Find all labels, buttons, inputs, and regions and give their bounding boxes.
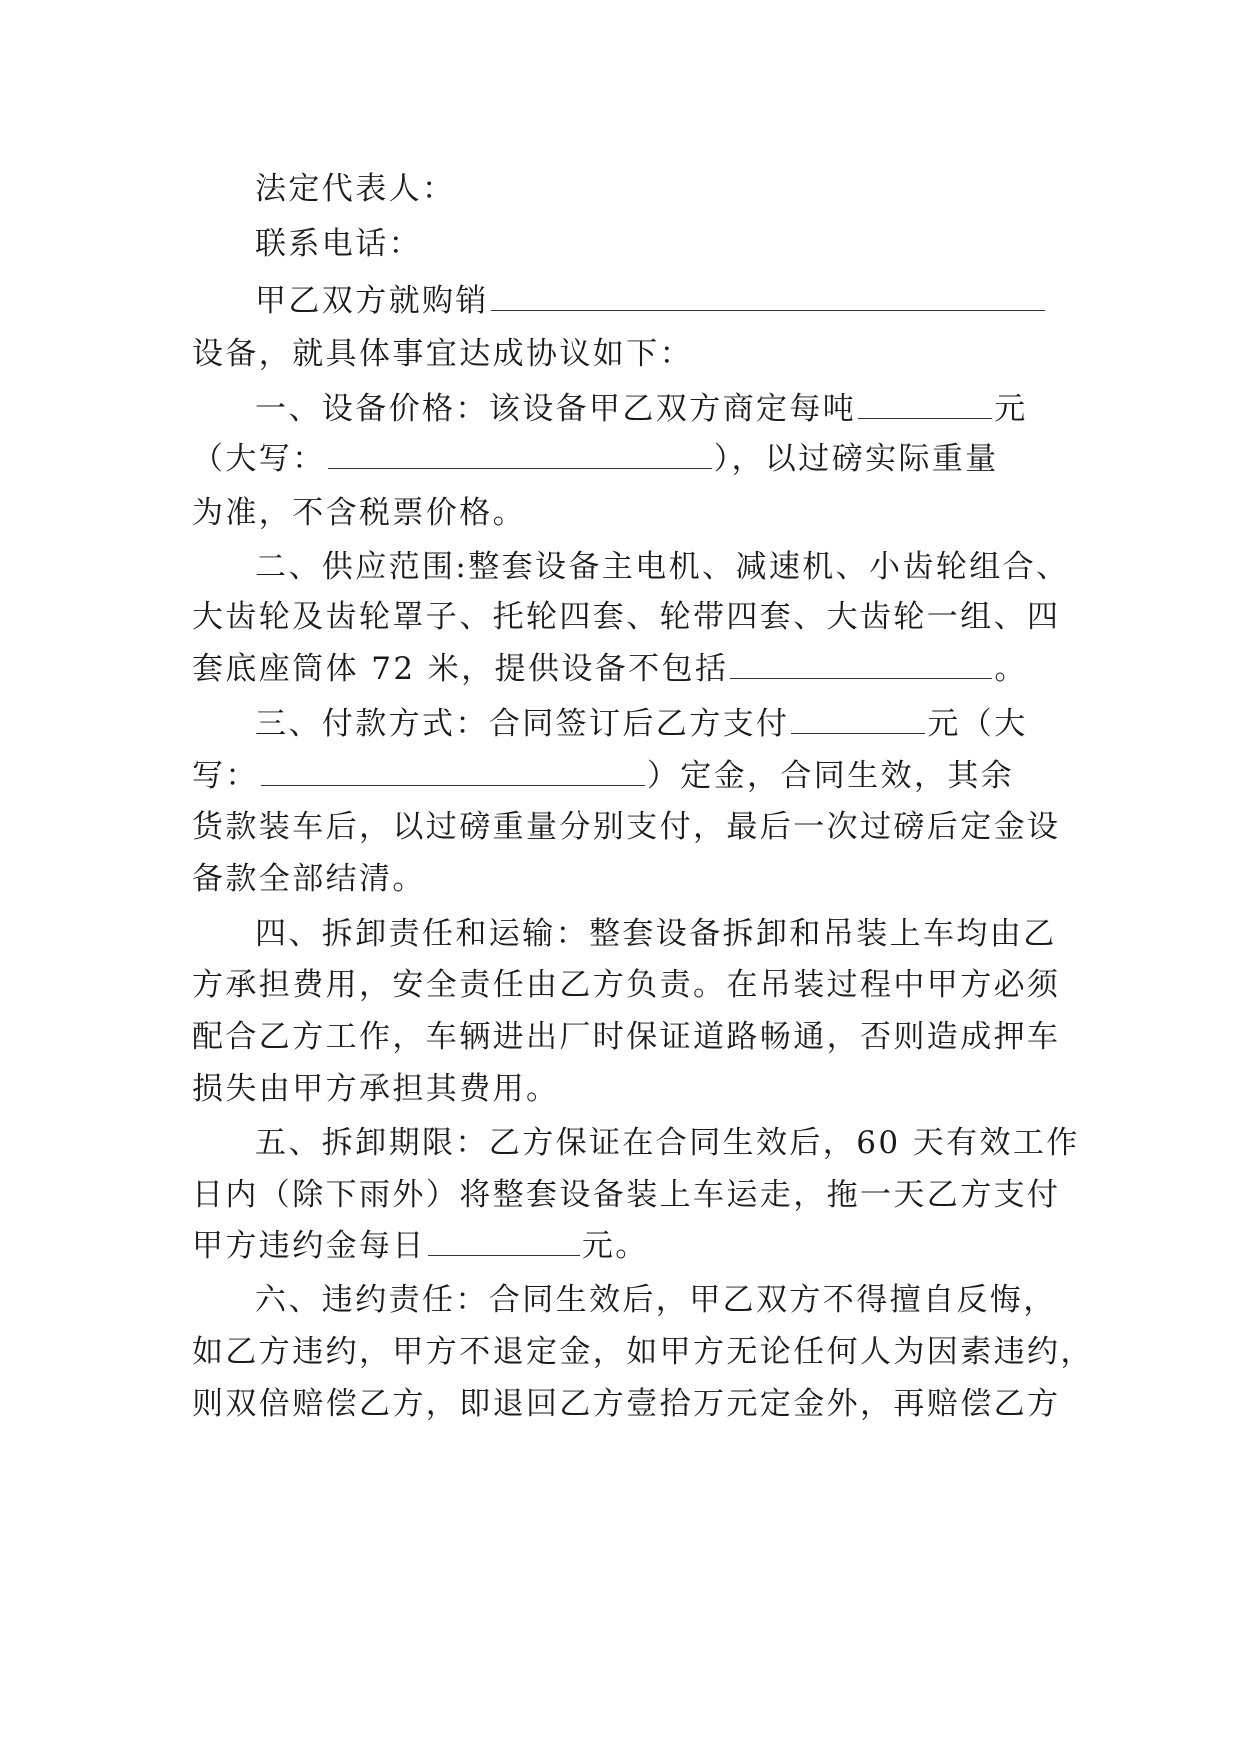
text-segment: 二、供应范围:整套设备主电机、减速机、小齿轮组合、 [255, 549, 1070, 585]
text-segment: （大写： [192, 441, 326, 477]
paragraph-line [192, 956, 1061, 1014]
paragraph-line [192, 325, 1052, 383]
fill-in-blank [428, 1221, 580, 1256]
paragraph-line [192, 1060, 1052, 1118]
clause-5-line [192, 1114, 1115, 1172]
paragraph-line [192, 272, 1115, 330]
text-segment: 。 [994, 651, 1028, 687]
text-segment: 设备，就具体事宜达成协议如下： [192, 336, 693, 372]
clause-6-line [192, 1271, 1115, 1329]
text-segment: 方承担费用，安全责任由乙方负责。在吊装过程中甲方必须 [192, 967, 1061, 1003]
text-segment: 四、拆卸责任和运输：整套设备拆卸和吊装上车均由乙 [255, 916, 1057, 952]
text-segment: 元。 [581, 1228, 649, 1264]
text-segment: 配合乙方工作，车辆进出厂时保证道路畅通，否则造成押车 [192, 1019, 1061, 1055]
fill-in-blank [730, 644, 992, 679]
clause-3-line [192, 695, 1115, 753]
paragraph-line [192, 850, 1052, 908]
paragraph-line [192, 1217, 1052, 1275]
fill-in-blank [261, 751, 645, 786]
text-segment: 货款装车后，以过磅重量分别支付，最后一次过磅后定金设 [192, 809, 1061, 845]
paragraph-line [192, 798, 1061, 856]
text-segment: 为准，不含税票价格。 [192, 495, 526, 531]
text-segment: 损失由甲方承担其费用。 [192, 1071, 560, 1107]
text-segment: 元 [994, 391, 1028, 427]
text-segment: 备款全部结清。 [192, 861, 426, 897]
text-segment: 五、拆卸期限：乙方保证在合同生效后，60 天有效工作 [255, 1125, 1080, 1161]
fill-in-blank [328, 434, 712, 469]
legal-representative-line [192, 160, 1115, 218]
fill-in-blank [791, 699, 925, 734]
text-segment: 一、设备价格：该设备甲乙双方商定每吨 [255, 391, 857, 427]
fill-in-blank [858, 384, 992, 419]
text-segment: 甲方违约金每日 [192, 1228, 426, 1264]
paragraph-line [192, 484, 1052, 542]
paragraph-line [192, 1008, 1061, 1066]
fill-in-blank [491, 276, 1045, 311]
text-segment: 套底座筒体 72 米，提供设备不包括 [192, 651, 729, 687]
text-segment: 日内（除下雨外）将整套设备装上车运走，拖一天乙方支付 [192, 1177, 1061, 1213]
paragraph-line [192, 588, 1061, 646]
paragraph-line [192, 1375, 1061, 1433]
paragraph-line [192, 640, 1052, 698]
contact-phone-line [192, 215, 1115, 273]
text-segment: 写： [192, 758, 259, 794]
text-segment: 大齿轮及齿轮罩子、托轮四套、轮带四套、大齿轮一组、四 [192, 599, 1061, 635]
text-segment: 如乙方违约，甲方不退定金，如甲方无论任何人为因素违约， [192, 1334, 1094, 1370]
text-segment: 六、违约责任：合同生效后，甲乙双方不得擅自反悔， [255, 1282, 1057, 1318]
text-segment: 元（大 [927, 706, 1028, 742]
clause-4-line [192, 905, 1115, 963]
paragraph-line [192, 1323, 1094, 1381]
text-segment: 三、付款方式：合同签订后乙方支付 [255, 706, 790, 742]
text-segment: 法定代表人： [255, 171, 456, 207]
text-segment: ）定金，合同生效，其余 [646, 758, 1015, 794]
text-segment: ），以过磅实际重量 [713, 441, 999, 477]
paragraph-line [192, 1166, 1061, 1224]
paragraph-line [192, 747, 1052, 805]
text-segment: 甲乙双方就购销 [255, 283, 489, 319]
text-segment: 联系电话： [255, 226, 422, 262]
paragraph-line [192, 430, 1052, 488]
text-segment: 则双倍赔偿乙方，即退回乙方壹拾万元定金外，再赔偿乙方 [192, 1386, 1061, 1422]
